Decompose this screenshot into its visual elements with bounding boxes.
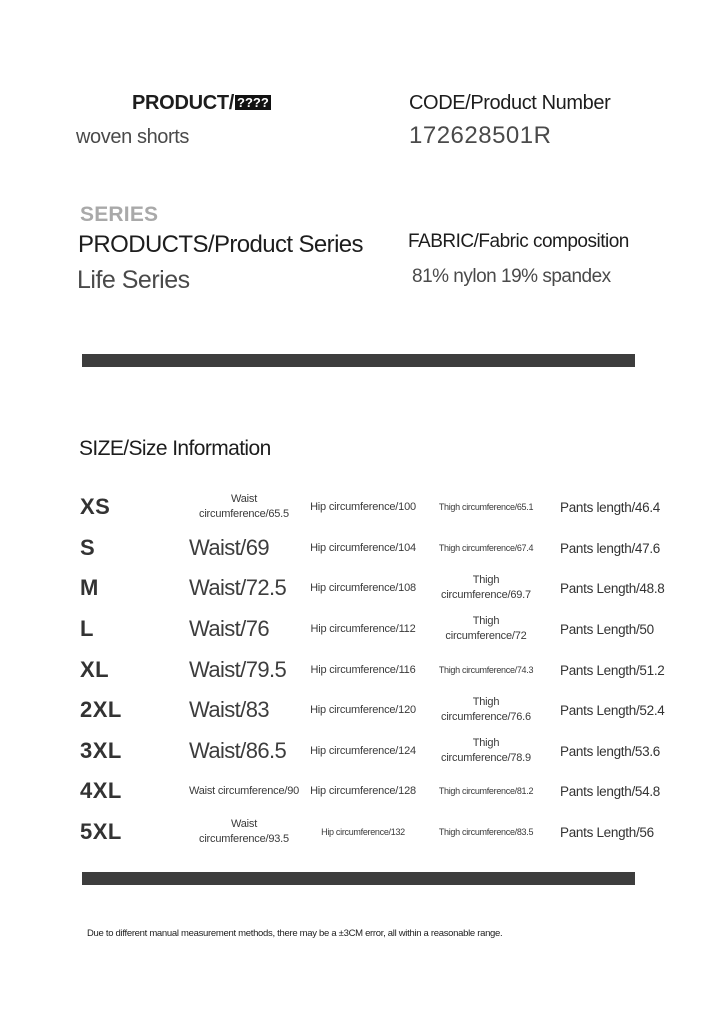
waist-value: Waist/69 <box>189 535 269 560</box>
size-row-2xl <box>0 690 717 730</box>
thigh-value: Thigh circumference/72 <box>445 615 527 642</box>
product-label-glyphs: ???? <box>237 95 269 110</box>
thigh-value: Thigh circumference/65.1 <box>438 502 534 512</box>
pants-length-value: Pants length/54.8 <box>560 783 660 799</box>
hip-value: Hip circumference/100 <box>310 500 416 513</box>
pants-length-value: Pants Length/50 <box>560 621 654 637</box>
thigh-value: Thigh circumference/67.4 <box>438 543 534 553</box>
hip-value: Hip circumference/108 <box>310 581 416 594</box>
waist-value: Waist/72.5 <box>189 575 287 600</box>
pants-length-value: Pants Length/51.2 <box>560 662 665 678</box>
thigh-value: Thigh circumference/76.6 <box>441 696 531 723</box>
size-label: 3XL <box>80 738 122 763</box>
size-row-5xl <box>0 812 717 852</box>
size-row-3xl <box>0 731 717 771</box>
thigh-value: Thigh circumference/81.2 <box>438 786 534 796</box>
size-label: 5XL <box>80 819 122 844</box>
size-row-xs <box>0 487 717 527</box>
product-code: 172628501R <box>409 122 552 149</box>
hip-value: Hip circumference/132 <box>321 827 405 837</box>
pants-length-value: Pants length/47.6 <box>560 540 660 556</box>
hip-value: Hip circumference/124 <box>310 744 416 757</box>
size-label: M <box>80 575 99 600</box>
size-label: S <box>80 535 96 560</box>
hip-value: Hip circumference/112 <box>310 622 416 635</box>
pants-length-value: Pants length/53.6 <box>560 743 660 759</box>
thigh-value: Thigh circumference/78.9 <box>441 737 531 764</box>
waist-value: Waist circumference/90 <box>188 784 300 797</box>
fabric-value: 81% nylon 19% spandex <box>412 266 611 287</box>
divider-bottom <box>82 872 635 885</box>
waist-value: Waist/86.5 <box>189 738 287 763</box>
size-row-xl <box>0 650 717 690</box>
waist-value: Waist circumference/65.5 <box>199 493 289 520</box>
measurement-footnote: Due to different manual measurement methods, there may be a ±3CM error, all within a reasonable range. <box>87 928 503 939</box>
product-label <box>132 92 271 115</box>
size-heading: SIZE/Size Information <box>79 437 271 460</box>
product-name: woven shorts <box>76 126 190 148</box>
hip-value: Hip circumference/120 <box>310 703 416 716</box>
size-row-l <box>0 609 717 649</box>
thigh-value: Thigh circumference/74.3 <box>438 665 534 675</box>
waist-value: Waist/79.5 <box>189 657 287 682</box>
size-row-4xl <box>0 771 717 811</box>
size-row-s <box>0 528 717 568</box>
waist-value: Waist/83 <box>189 697 269 722</box>
pants-length-value: Pants length/46.4 <box>560 499 660 515</box>
pants-length-value: Pants Length/52.4 <box>560 702 665 718</box>
size-row-m <box>0 568 717 608</box>
size-label: L <box>80 616 94 641</box>
product-label-text: PRODUCT/ <box>132 92 235 114</box>
thigh-value: Thigh circumference/69.7 <box>441 574 531 601</box>
pants-length-value: Pants Length/56 <box>560 824 654 840</box>
series-value: Life Series <box>77 266 190 294</box>
waist-value: Waist circumference/93.5 <box>199 818 289 845</box>
size-label: 2XL <box>80 697 122 722</box>
waist-value: Waist/76 <box>189 616 269 641</box>
thigh-value: Thigh circumference/83.5 <box>438 827 534 837</box>
divider-top <box>82 354 635 367</box>
pants-length-value: Pants Length/48.8 <box>560 580 665 596</box>
size-label: XS <box>80 494 111 519</box>
series-tag: SERIES <box>80 203 159 226</box>
code-label: CODE/Product Number <box>409 92 611 114</box>
size-label: XL <box>80 657 110 682</box>
hip-value: Hip circumference/104 <box>310 541 416 554</box>
size-label: 4XL <box>80 778 122 803</box>
hip-value: Hip circumference/116 <box>310 663 416 676</box>
hip-value: Hip circumference/128 <box>310 784 416 797</box>
series-label: PRODUCTS/Product Series <box>78 231 363 258</box>
fabric-label: FABRIC/Fabric composition <box>408 231 629 252</box>
